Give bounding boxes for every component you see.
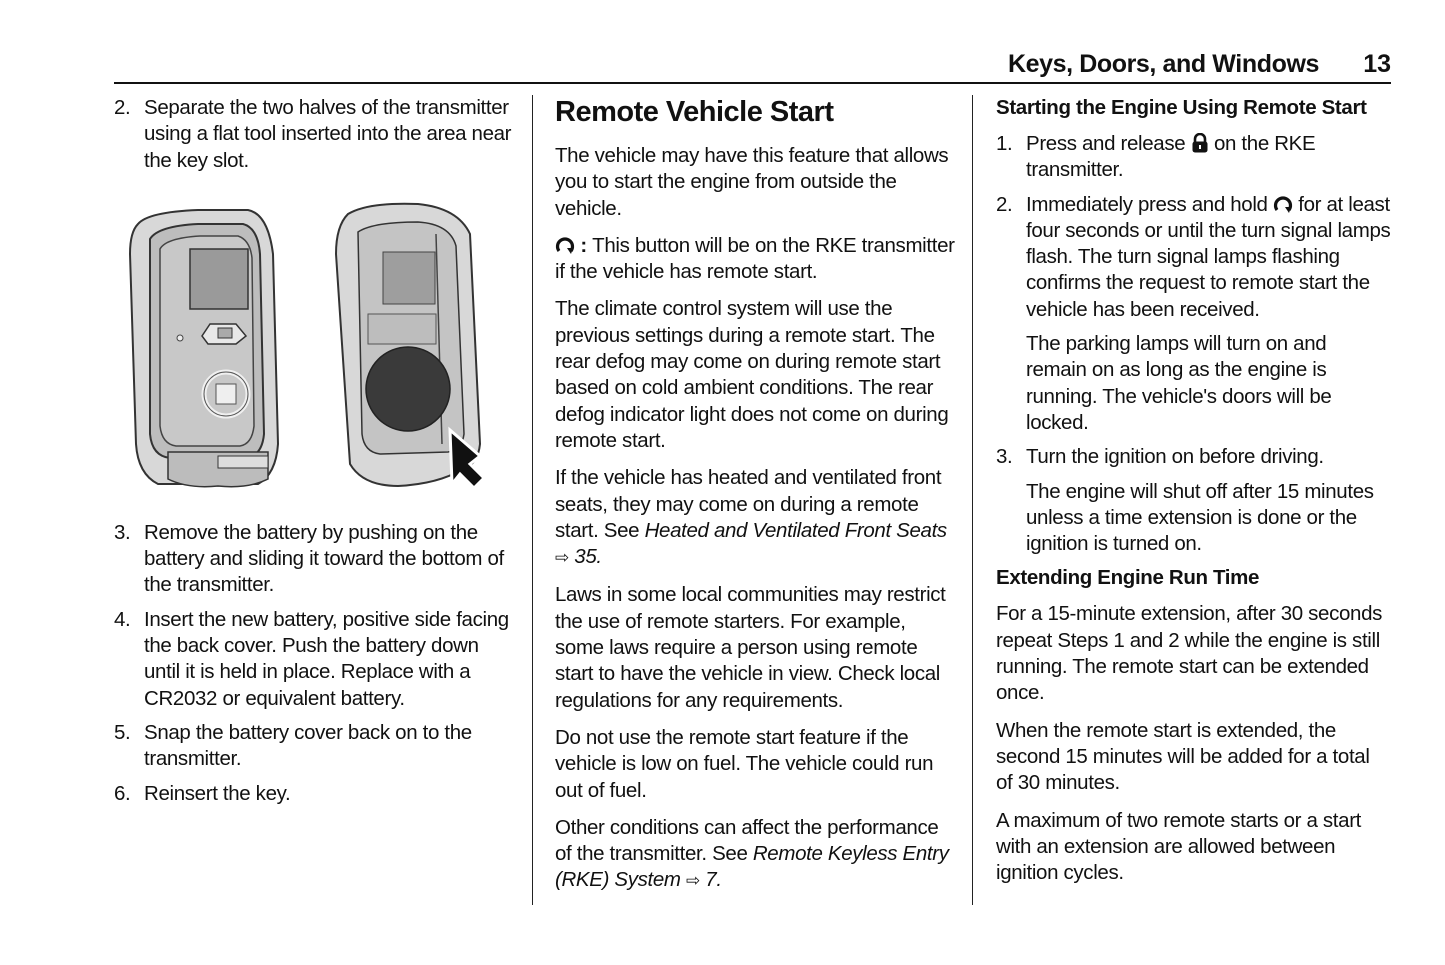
page-reference[interactable]: 35 <box>574 545 597 569</box>
column-left <box>114 95 514 815</box>
step-text: on the RKE transmitter. <box>1026 132 1316 182</box>
step-text: Immediately press and hold <box>1026 192 1273 216</box>
step-text: Insert the new battery, positive side facing the back cover. Push the battery down until it is held in place. Replace with a CR2032 or equivalent battery. <box>144 607 509 710</box>
paragraph-text: Other conditions can affect the performance of the transmitter. See <box>555 815 939 866</box>
fob-back-half-illustration <box>336 204 484 488</box>
page-reference-arrow-icon: ⇨ <box>686 871 700 891</box>
page-header <box>114 48 1391 84</box>
page-number: 13 <box>1363 50 1391 78</box>
lock-icon <box>1191 133 1209 153</box>
step-number: 2. <box>996 192 1013 216</box>
column-divider <box>972 95 973 905</box>
cross-reference-link[interactable]: Heated and Ventilated Front Seats <box>644 518 947 542</box>
step-3 <box>996 444 1391 470</box>
paragraph-text: This button will be on the RKE transmitter if the vehicle has remote start. <box>555 233 955 284</box>
step-text: Separate the two halves of the transmitter using a flat tool inserted into the area near the key slot. <box>144 96 512 172</box>
step-2 <box>996 192 1391 323</box>
remote-start-button-description <box>555 233 955 286</box>
step-text: for at least four seconds or until the turn signal lamps flash. The turn signal lamps flashing confirms the request to remote start the vehicle has been received. <box>1026 192 1391 321</box>
step-text: Snap the battery cover back on to the transmitter. <box>144 720 472 771</box>
icon-separator: : <box>575 233 593 257</box>
subsection-heading: Starting the Engine Using Remote Start <box>996 96 1367 119</box>
subsection-heading: Extending Engine Run Time <box>996 566 1260 590</box>
cross-reference-link[interactable]: Remote Keyless Entry (RKE) System <box>555 842 949 892</box>
step-text: Remove the battery by pushing on the battery and sliding it toward the bottom of the transmitter. <box>144 520 504 597</box>
page-reference[interactable]: 7 <box>705 868 717 892</box>
step-5 <box>114 720 514 773</box>
paragraph: A maximum of two remote starts or a start with an extension are allowed between ignition cycles. <box>996 808 1362 885</box>
paragraph-text: If the vehicle has heated and ventilated front seats, they may come on during a remote start. See <box>555 466 942 542</box>
remote-start-icon <box>555 235 575 255</box>
step-text: Press and release <box>1026 132 1191 155</box>
step-number: 3. <box>114 520 131 544</box>
step-number: 4. <box>114 607 131 631</box>
step-text: Turn the ignition on before driving. <box>1026 445 1324 469</box>
column-divider <box>532 95 533 905</box>
step-1 <box>996 131 1391 184</box>
column-middle <box>555 95 955 906</box>
step-number: 1. <box>996 132 1013 155</box>
step-number: 3. <box>996 445 1013 469</box>
paragraph: Laws in some local communities may restrict the use of remote starters. For example, some laws require a person using remote start to have the vehicle in view. Check local regulations for any requirements. <box>555 583 946 712</box>
paragraph: The climate control system will use the previous settings during a remote start. The rear defog may come on during remote start based on cold ambient conditions. The rear defog indicator light does not come on during remote start. <box>555 297 949 452</box>
step-text: Reinsert the key. <box>144 781 291 805</box>
step-note: The engine will shut off after 15 minutes unless a time extension is done or the ignition is turned on. <box>1026 479 1374 556</box>
section-title: Keys, Doors, and Windows <box>1007 50 1319 78</box>
column-right <box>996 95 1391 897</box>
page-reference-arrow-icon: ⇨ <box>555 548 569 568</box>
step-note: The parking lamps will turn on and remain on as long as the engine is running. The vehicle's doors will be locked. <box>1026 332 1332 434</box>
step-6 <box>114 781 514 807</box>
key-fob-battery-figure <box>118 194 498 494</box>
step-4 <box>114 607 514 712</box>
paragraph: Other conditions can affect the performance of the transmitter. See Remote Keyless Entry (RKE) System ⇨ 7. <box>555 815 949 892</box>
section-heading: Remote Vehicle Start <box>555 96 834 128</box>
step-number: 5. <box>114 720 131 744</box>
step-3 <box>114 520 514 599</box>
paragraph: For a 15-minute extension, after 30 seconds repeat Steps 1 and 2 while the engine is still running. The remote start can be extended once. <box>996 602 1383 705</box>
paragraph: When the remote start is extended, the second 15 minutes will be added for a total of 30 minutes. <box>996 718 1370 795</box>
remote-start-icon <box>1273 194 1293 214</box>
paragraph: Do not use the remote start feature if the vehicle is low on fuel. The vehicle could run out of fuel. <box>555 725 934 802</box>
step-number: 6. <box>114 781 131 805</box>
paragraph: The vehicle may have this feature that allows you to start the engine from outside the vehicle. <box>555 144 949 220</box>
coin-battery <box>366 347 450 431</box>
battery-steps-list <box>114 520 514 807</box>
fob-front-half-illustration <box>130 210 278 487</box>
paragraph: If the vehicle has heated and ventilated front seats, they may come on during a remote start. See Heated and Ventilated Front Seats ⇨ 35. <box>555 466 947 569</box>
step-number: 2. <box>114 96 131 119</box>
step-2 <box>114 95 514 174</box>
